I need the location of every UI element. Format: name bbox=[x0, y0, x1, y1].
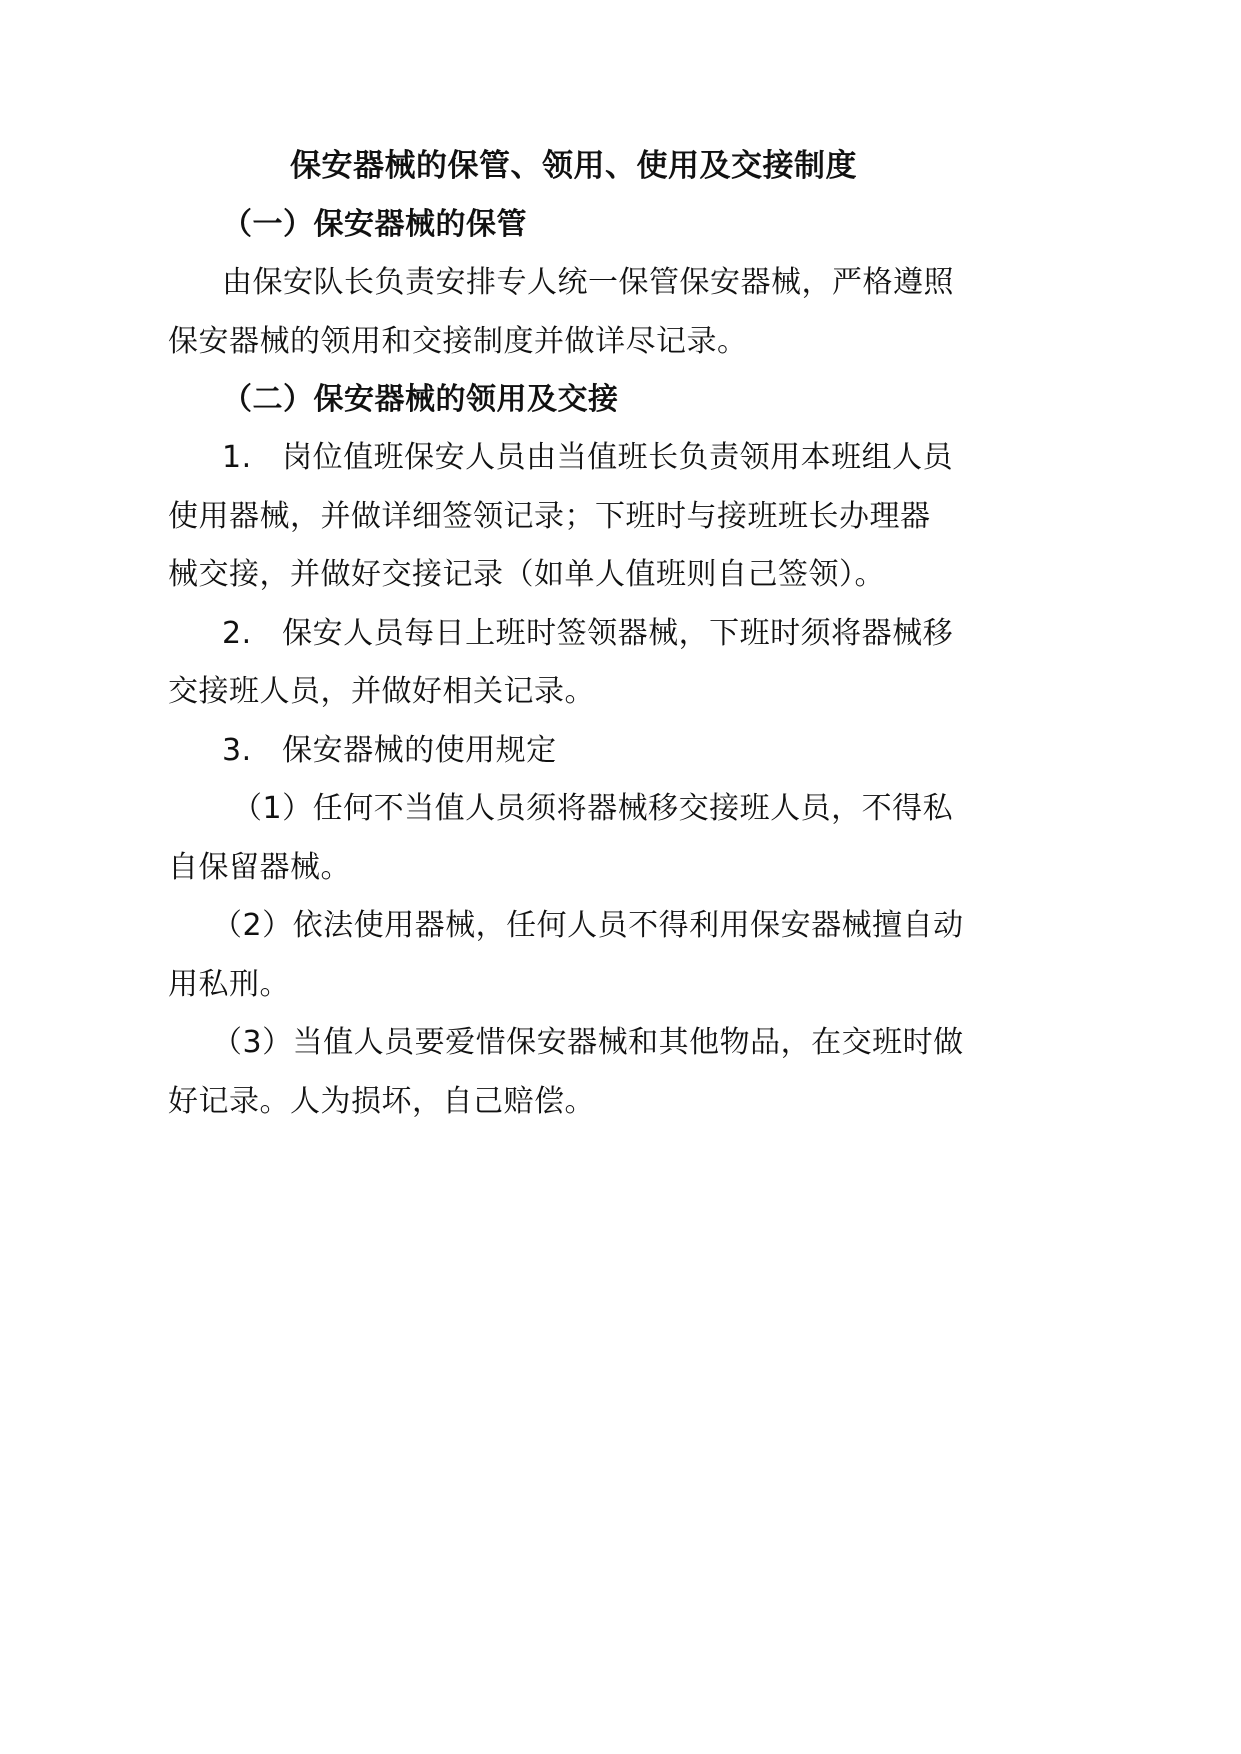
rule1-line: 自保留器械。 bbox=[168, 850, 351, 885]
section1-paragraph-line: 由保安队长负责安排专人统一保管保安器械，严格遵照 bbox=[222, 265, 954, 300]
item1-line: 械交接，并做好交接记录（如单人值班则自己签领）。 bbox=[168, 557, 885, 592]
rule3-line: （3）当值人员要爱惜保安器械和其他物品，在交班时做 bbox=[212, 1025, 964, 1060]
rule2-line: （2）依法使用器械，任何人员不得利用保安器械擅自动 bbox=[212, 908, 964, 943]
section1-paragraph-line: 保安器械的领用和交接制度并做详尽记录。 bbox=[168, 324, 748, 359]
rule3-line: 好记录。人为损坏，自己赔偿。 bbox=[168, 1084, 595, 1119]
section-heading-2: （二）保安器械的领用及交接 bbox=[222, 382, 619, 417]
item1-line: 使用器械，并做详细签领记录；下班时与接班班长办理器 bbox=[168, 499, 931, 534]
item2-line: 交接班人员，并做好相关记录。 bbox=[168, 674, 595, 709]
section-heading-1: （一）保安器械的保管 bbox=[222, 207, 527, 242]
rule2-line: 用私刑。 bbox=[168, 967, 290, 1002]
document-title: 保安器械的保管、领用、使用及交接制度 bbox=[290, 148, 857, 184]
item3-heading: 3. 保安器械的使用规定 bbox=[222, 733, 557, 768]
item1-line: 1. 岗位值班保安人员由当值班长负责领用本班组人员 bbox=[222, 440, 954, 475]
item2-line: 2. 保安人员每日上班时签领器械，下班时须将器械移 bbox=[222, 616, 954, 651]
rule1-line: （1）任何不当值人员须将器械移交接班人员，不得私 bbox=[232, 791, 954, 826]
